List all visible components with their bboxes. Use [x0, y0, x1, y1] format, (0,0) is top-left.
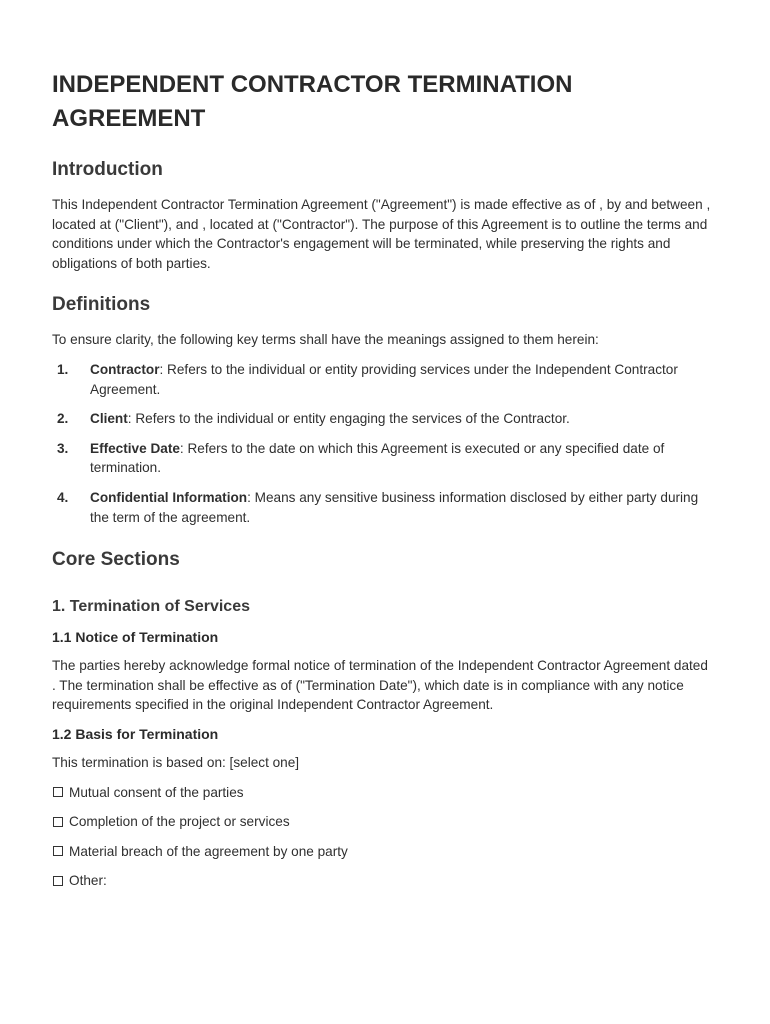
option-mutual-consent — [52, 783, 712, 803]
definition-term: Effective Date — [90, 440, 180, 456]
document-page — [52, 68, 712, 891]
introduction-text: This Independent Contractor Termination Agreement ("Agreement") is made effective as of , by and between , located at ("Client"), and , located at ("Contractor"). The purpose of this Agreement is to outline the terms and conditions under which the Contractor's engagement will be terminated, while preserving the rights and obligations of both parties. — [52, 197, 711, 271]
definition-text: : Refers to the date on which this Agreement is executed or any specified date of termination. — [90, 440, 665, 476]
definition-term: Contractor — [90, 361, 160, 377]
definition-number: 1. — [57, 361, 69, 377]
option-label: Material breach of the agreement by one party — [69, 843, 348, 859]
document-title: INDEPENDENT CONTRACTOR TERMINATION AGREEMENT — [52, 71, 573, 132]
termination-basis-options — [52, 783, 712, 891]
definition-item — [52, 409, 712, 429]
core-sections-heading: Core Sections — [52, 549, 180, 571]
section-1-1-heading: 1.1 Notice of Termination — [52, 629, 219, 646]
definition-number: 3. — [57, 440, 69, 456]
option-other — [52, 871, 712, 891]
option-material-breach — [52, 842, 712, 862]
option-label: Completion of the project or services — [69, 814, 290, 830]
definition-item — [52, 439, 712, 478]
checkbox-icon[interactable] — [53, 846, 63, 856]
definitions-heading: Definitions — [52, 294, 151, 316]
definition-text: : Means any sensitive business information disclosed by either party during the term of the agreement. — [90, 489, 699, 525]
definition-item — [52, 360, 712, 399]
section-1-1-text: The parties hereby acknowledge formal notice of termination of the Independent Contractor Agreement dated . The termination shall be effective as of ("Termination Date"), which date is in compliance with any notice requirements specified in the original Independent Contractor Agreement. — [52, 658, 708, 713]
option-completion — [52, 812, 712, 832]
definition-text: : Refers to the individual or entity providing services under the Independent Contractor Agreement. — [90, 361, 678, 397]
section-1-2-heading: 1.2 Basis for Termination — [52, 725, 219, 742]
definition-text: : Refers to the individual or entity engaging the services of the Contractor. — [127, 411, 570, 427]
definition-number: 2. — [57, 411, 69, 427]
option-label: Mutual consent of the parties — [69, 784, 244, 800]
option-label: Other: — [69, 873, 107, 889]
definition-number: 4. — [57, 489, 69, 505]
definition-term: Confidential Information — [90, 489, 248, 505]
checkbox-icon[interactable] — [53, 876, 63, 886]
introduction-heading: Introduction — [52, 159, 163, 180]
section-1-heading: 1. Termination of Services — [52, 598, 250, 616]
section-1-2-intro: This termination is based on: [select one] — [52, 754, 300, 770]
definitions-list — [52, 360, 712, 527]
definitions-intro: To ensure clarity, the following key terms shall have the meanings assigned to them herein: — [52, 332, 599, 348]
checkbox-icon[interactable] — [53, 817, 63, 827]
definition-term: Client — [90, 411, 128, 427]
definition-item — [52, 488, 712, 527]
checkbox-icon[interactable] — [53, 787, 63, 797]
